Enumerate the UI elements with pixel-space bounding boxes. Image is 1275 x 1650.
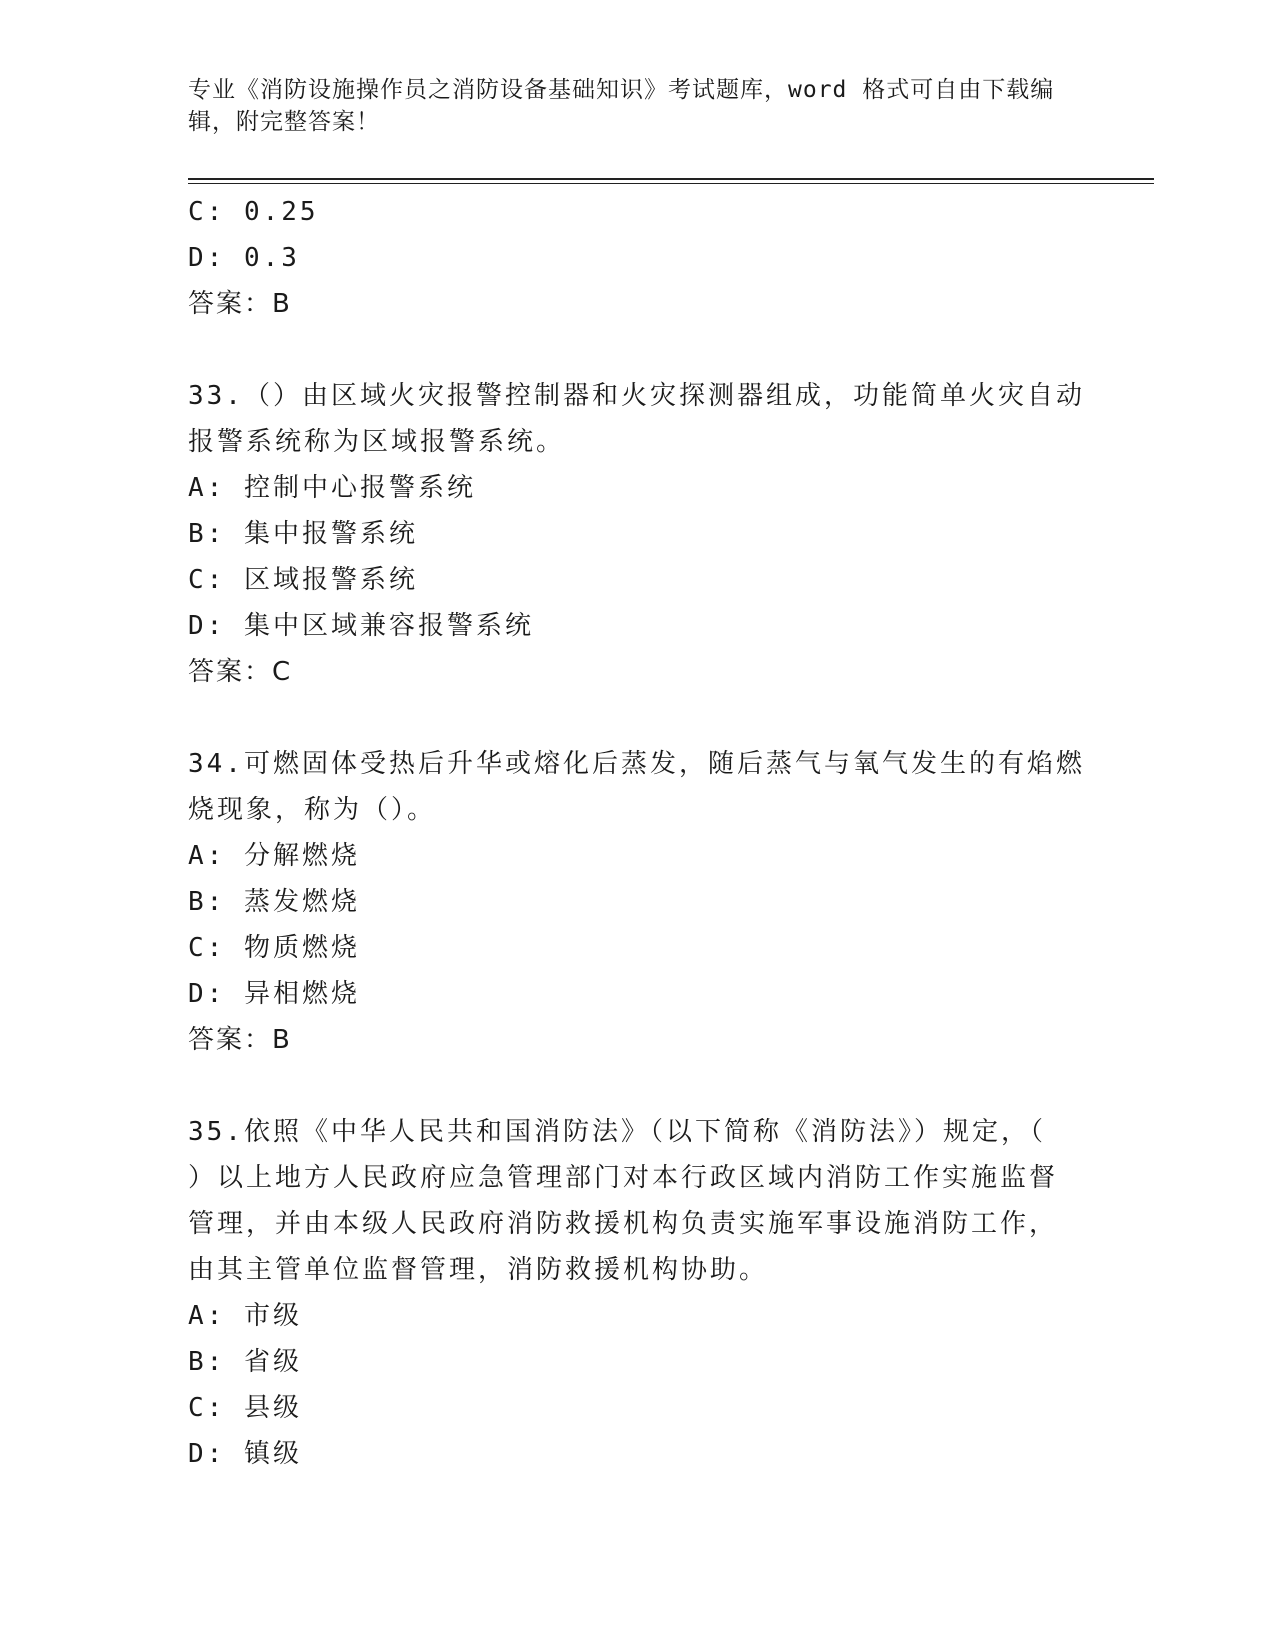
spacer	[188, 327, 1078, 373]
question-33	[188, 373, 1085, 695]
option-d: D: 镇级	[188, 1439, 302, 1469]
question-stem	[188, 741, 1085, 833]
option-b: B: 省级	[188, 1347, 302, 1377]
page-header	[188, 74, 1068, 138]
stem-line: 烧现象，称为（）。	[188, 795, 437, 825]
stem-line: 35.依照《中华人民共和国消防法》（以下简称《消防法》）规定，（	[188, 1117, 1046, 1147]
stem-line: 由其主管单位监督管理，消防救援机构协助。	[188, 1255, 769, 1285]
stem-line: 34.可燃固体受热后升华或熔化后蒸发，随后蒸气与氧气发生的有焰燃	[188, 749, 1085, 779]
question-content	[188, 189, 1085, 1477]
option-a: A: 分解燃烧	[188, 841, 360, 871]
option-a: A: 市级	[188, 1301, 302, 1331]
option-d: D: 异相燃烧	[188, 979, 360, 1009]
option-c: C: 0.25	[188, 197, 319, 227]
option-c: C: 区域报警系统	[188, 565, 418, 595]
header-line-2: 辑，附完整答案！	[188, 109, 380, 135]
stem-line: 33.（）由区域火灾报警控制器和火灾探测器组成，功能简单火灾自动	[188, 381, 1085, 411]
question-35	[188, 1109, 1078, 1477]
header-rule-thin	[188, 183, 1154, 184]
option-c: C: 县级	[188, 1393, 302, 1423]
spacer	[188, 1063, 1078, 1109]
question-stem	[188, 1109, 1078, 1293]
answer-line: 答案：B	[188, 289, 292, 319]
option-a: A: 控制中心报警系统	[188, 473, 476, 503]
question-34	[188, 741, 1085, 1063]
spacer	[188, 695, 1078, 741]
header-rule-thick	[188, 178, 1154, 180]
option-c: C: 物质燃烧	[188, 933, 360, 963]
answer-line: 答案：C	[188, 657, 293, 687]
option-b: B: 蒸发燃烧	[188, 887, 360, 917]
header-line-1: 专业《消防设施操作员之消防设备基础知识》考试题库，word 格式可自由下载编	[188, 77, 1055, 103]
option-b: B: 集中报警系统	[188, 519, 418, 549]
stem-line: ）以上地方人民政府应急管理部门对本行政区域内消防工作实施监督	[188, 1163, 1059, 1193]
stem-line: 报警系统称为区域报警系统。	[188, 427, 566, 457]
stem-line: 管理，并由本级人民政府消防救援机构负责实施军事设施消防工作，	[188, 1209, 1059, 1239]
option-d: D: 0.3	[188, 243, 300, 273]
answer-line: 答案：B	[188, 1025, 292, 1055]
option-d: D: 集中区域兼容报警系统	[188, 611, 534, 641]
question-stem	[188, 373, 1085, 465]
